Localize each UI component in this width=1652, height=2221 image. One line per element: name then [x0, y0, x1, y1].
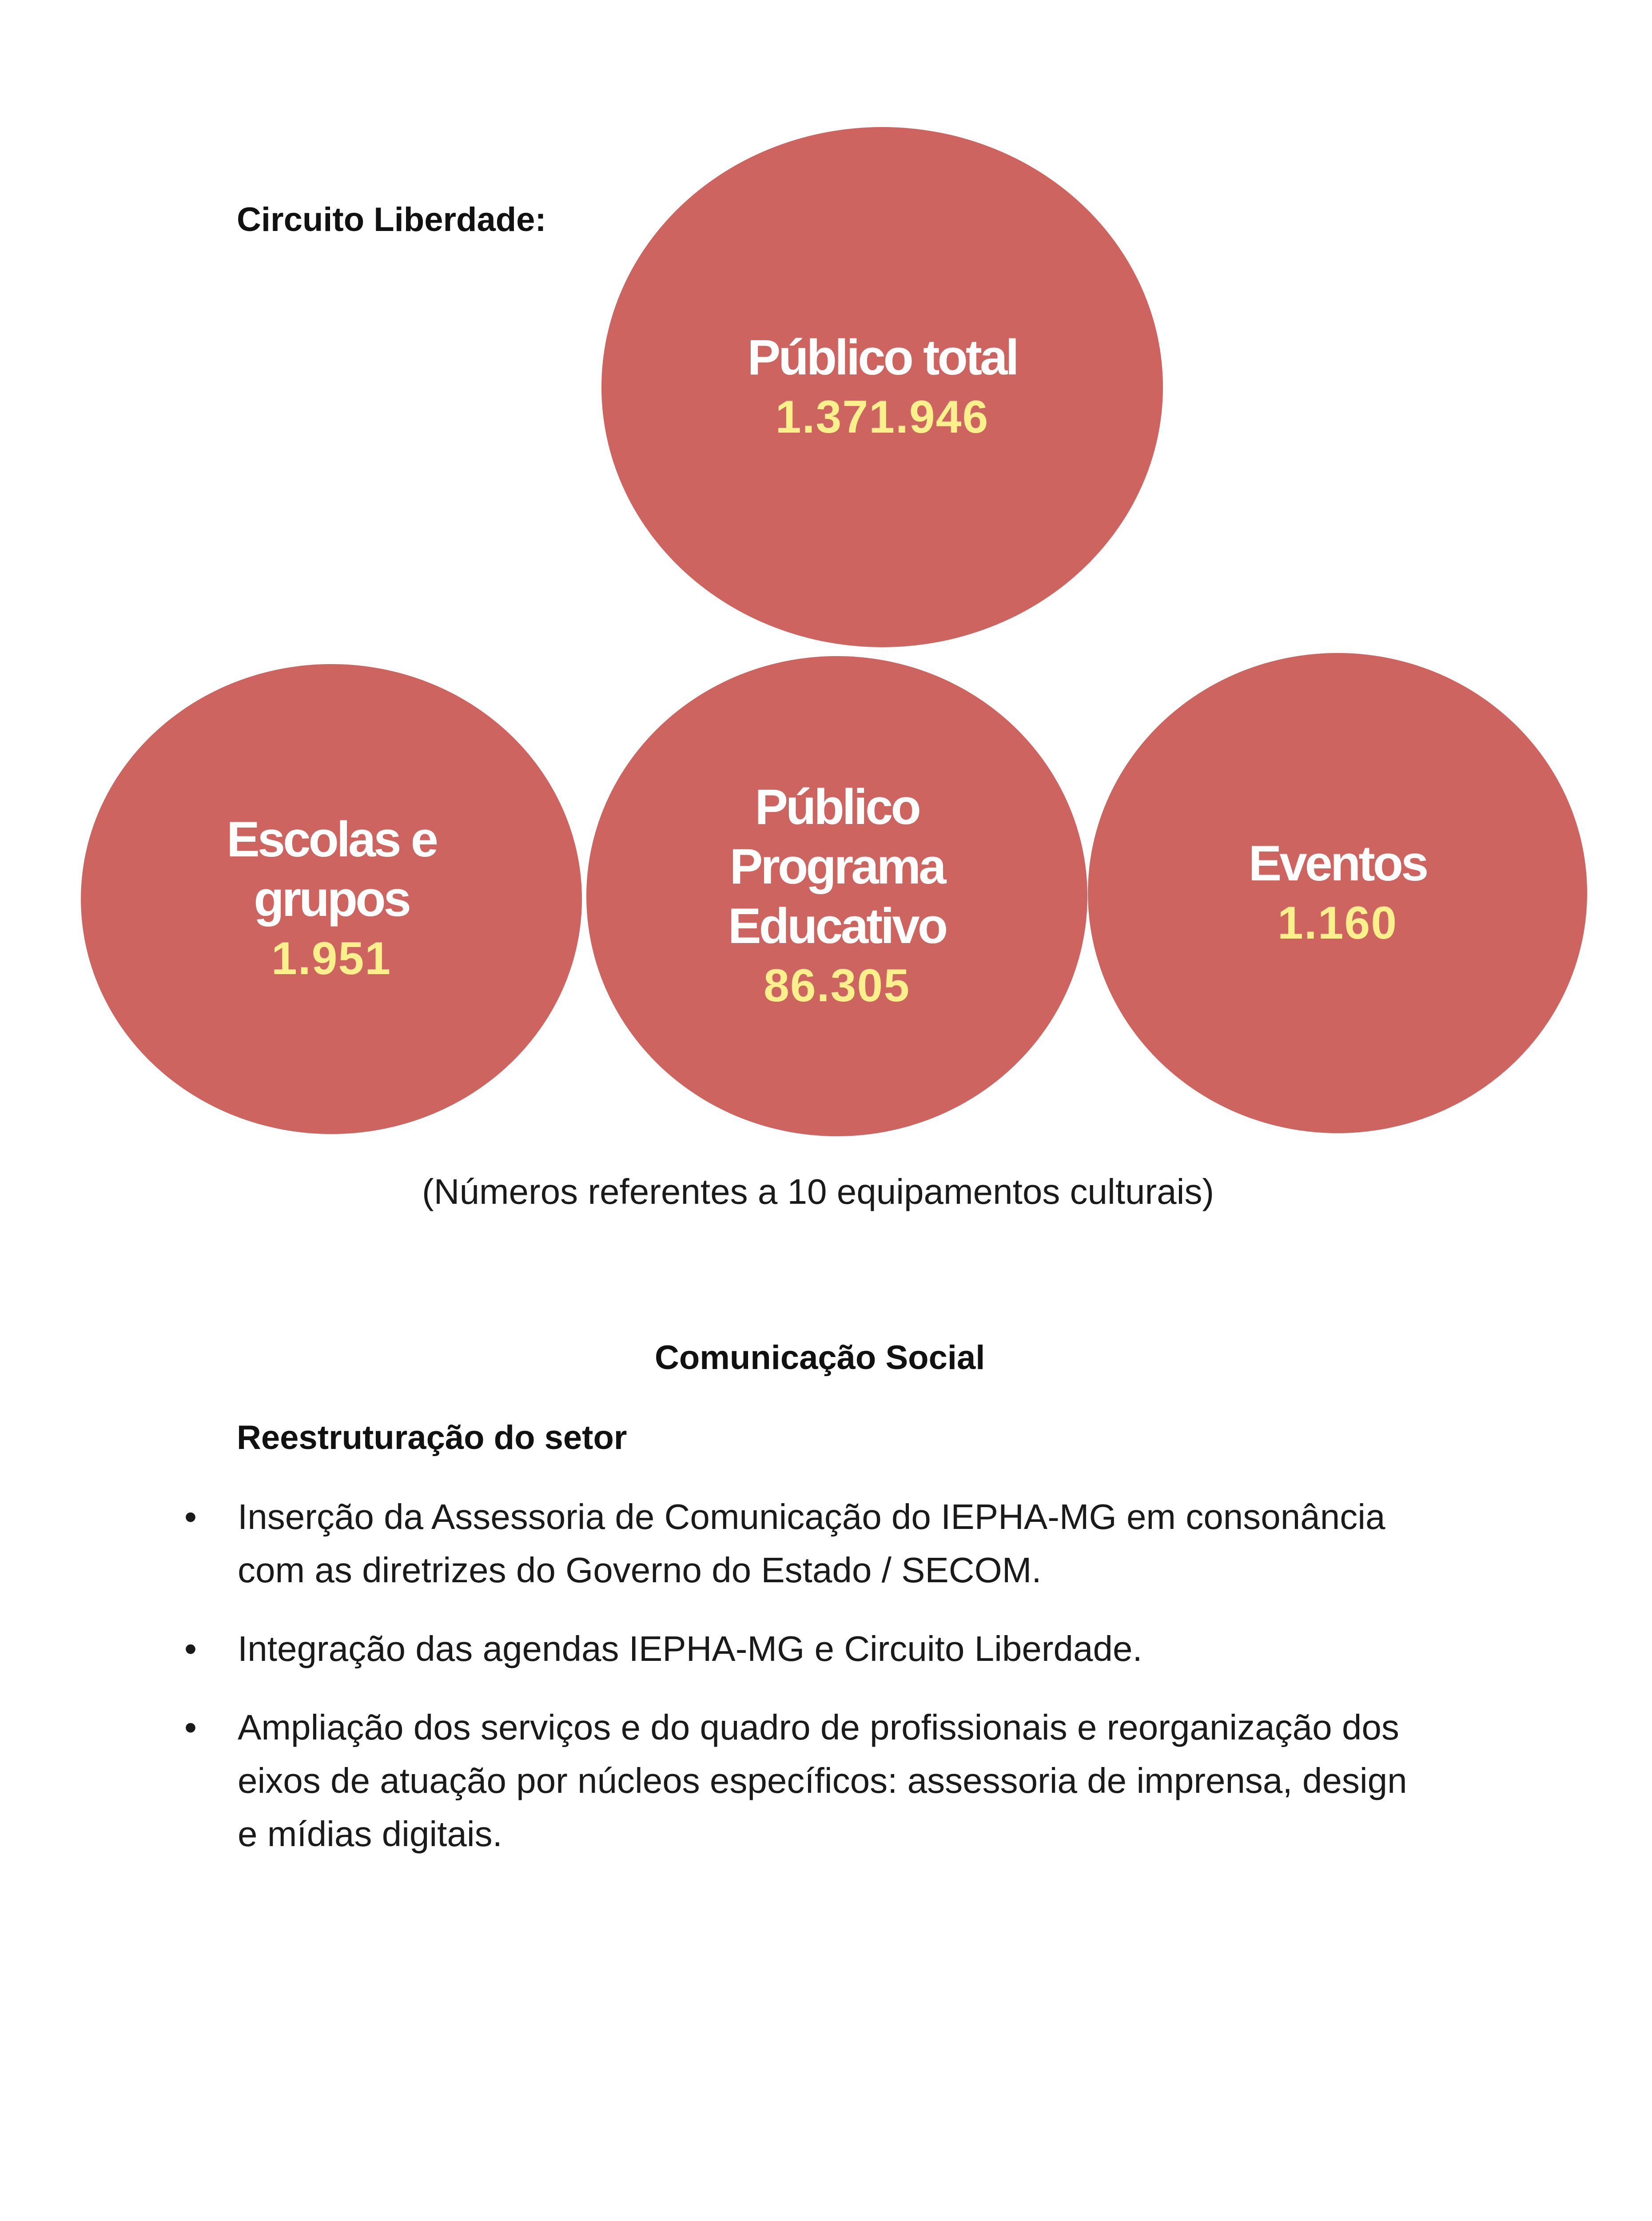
eventos-circle: [1088, 653, 1587, 1133]
equipamentos-note: (Números referentes a 10 equipamentos culturais): [422, 1172, 1214, 1211]
list-item-line: com as diretrizes do Governo do Estado / SECOM.: [238, 1550, 1042, 1590]
programa-educativo-label-line1: Público: [755, 779, 919, 835]
publico-total-label: Público total: [747, 329, 1017, 385]
eventos-label: Eventos: [1248, 835, 1427, 891]
list-item-line: eixos de atuação por núcleos específicos: assessoria de imprensa, design: [238, 1761, 1407, 1800]
escolas-grupos-label-line1: Escolas e: [227, 812, 436, 867]
list-item-line: Integração das agendas IEPHA-MG e Circuito Liberdade.: [238, 1629, 1142, 1668]
escolas-grupos-value: 1.951: [271, 933, 392, 984]
list-item-line: e mídias digitais.: [238, 1814, 502, 1854]
publico-total-value: 1.371.946: [775, 391, 989, 443]
programa-educativo-value: 86.305: [763, 959, 911, 1011]
eventos-value: 1.160: [1277, 897, 1398, 949]
reestruturacao-list: [180, 1490, 1424, 1886]
list-item: [180, 1622, 1424, 1676]
programa-educativo-circle: [586, 656, 1087, 1136]
comunicacao-social-title: Comunicação Social: [655, 1339, 985, 1377]
bullet-icon: •: [184, 1629, 197, 1668]
reestruturacao-subtitle: Reestruturação do setor: [237, 1419, 627, 1457]
programa-educativo-label-line3: Educativo: [728, 898, 946, 954]
list-item-line: Inserção da Assessoria de Comunicação do IEPHA-MG em consonância: [238, 1497, 1385, 1536]
list-item-line: Ampliação dos serviços e do quadro de profissionais e reorganização dos: [238, 1708, 1399, 1747]
bullet-icon: •: [184, 1708, 197, 1747]
programa-educativo-label-line2: Programa: [729, 838, 944, 894]
bullet-icon: •: [184, 1497, 197, 1536]
escolas-grupos-label-line2: grupos: [254, 871, 409, 927]
list-item: [180, 1701, 1424, 1861]
publico-total-circle: [601, 127, 1163, 647]
list-item: [180, 1490, 1424, 1597]
escolas-grupos-circle: [81, 664, 582, 1134]
circuito-liberdade-title: Circuito Liberdade:: [237, 201, 546, 239]
